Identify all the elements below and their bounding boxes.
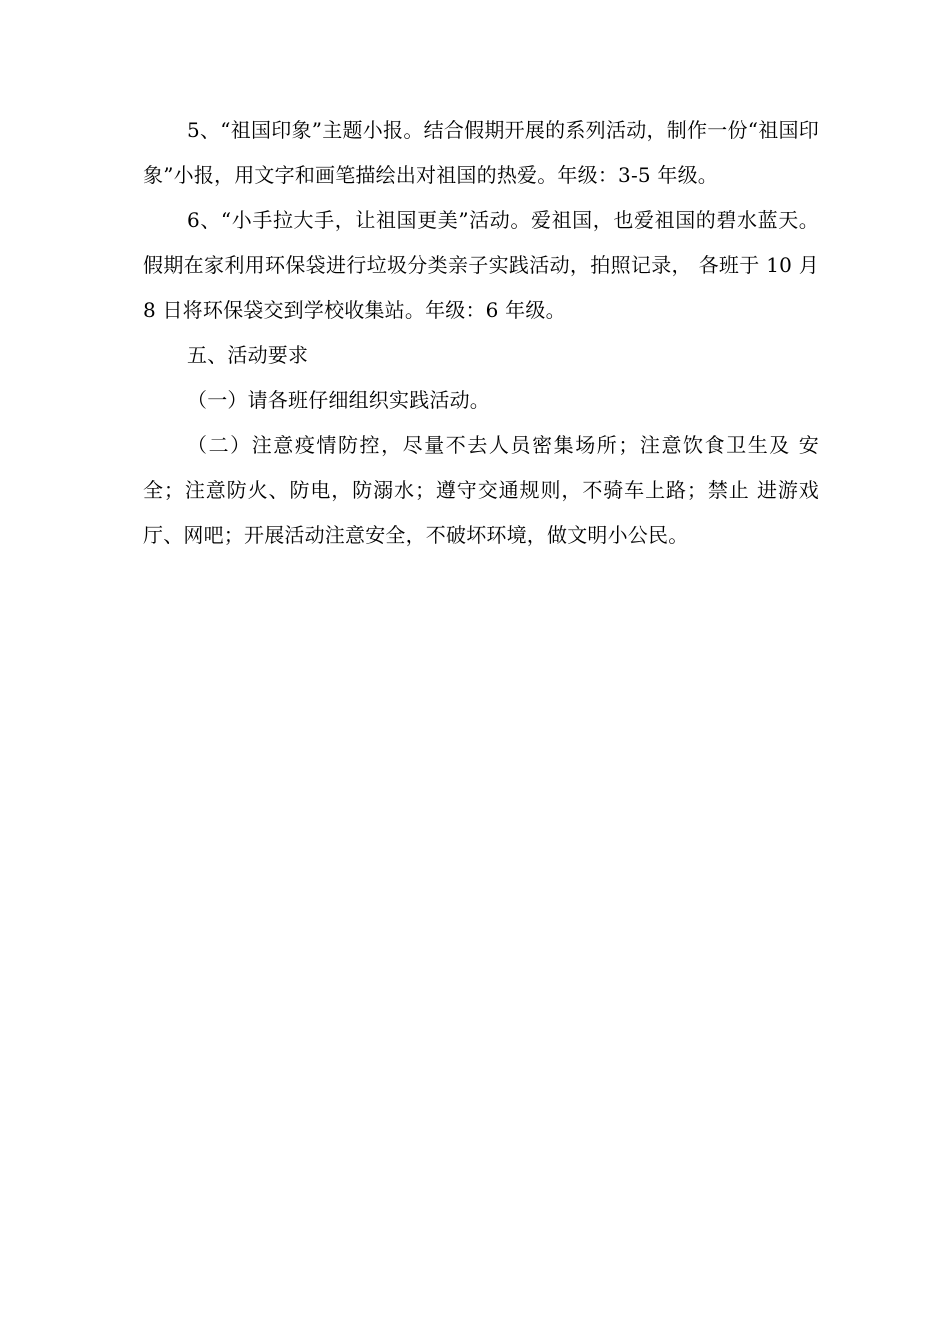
activity-item-5: 5、“祖国印象”主题小报。结合假期开展的系列活动，制作一份“祖国印象”小报，用文字和画笔描绘出对祖国的热爱。年级：3-5 年级。 [143, 118, 819, 187]
requirement-item-2: （二）注意疫情防控，尽量不去人员密集场所；注意饮食卫生及 安全；注意防火、防电，防溺水；遵守交通规则，不骑车上路；禁止 进游戏厅、网吧；开展活动注意安全，不破坏环境，做文明小公民。 [143, 433, 819, 547]
section-heading-requirements: 五、活动要求 [187, 343, 309, 367]
requirement-item-1: （一）请各班仔细组织实践活动。 [187, 388, 490, 412]
activity-item-6: 6、“小手拉大手，让祖国更美”活动。爱祖国，也爱祖国的碧水蓝天。假期在家利用环保袋进行垃圾分类亲子实践活动，拍照记录， 各班于 10 月 8 日将环保袋交到学校收集站。年级：6 年级。 [143, 208, 819, 322]
document-body [143, 108, 819, 558]
